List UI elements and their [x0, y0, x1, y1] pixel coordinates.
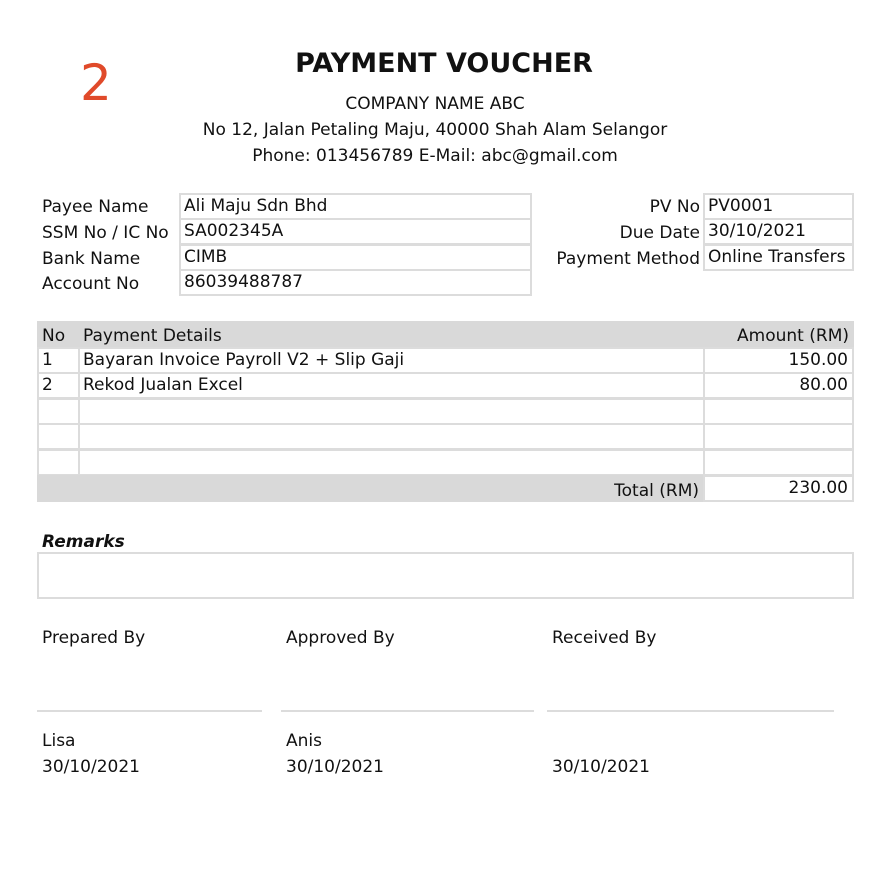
approved-by-signature-line[interactable] [281, 710, 534, 712]
table-row-details[interactable] [78, 449, 705, 476]
account-no-field[interactable]: 86039488787 [179, 269, 532, 296]
received-by-signature-line[interactable] [547, 710, 834, 712]
ssm-ic-field[interactable]: SA002345A [179, 218, 532, 245]
table-row-details[interactable] [78, 398, 705, 425]
pv-no-field[interactable]: PV0001 [703, 193, 854, 220]
bank-name-label: Bank Name [42, 249, 141, 269]
payment-method-label: Payment Method [556, 249, 700, 269]
approved-by-name: Anis [286, 731, 322, 751]
column-header-no: No [42, 326, 66, 346]
table-row-no: 1 [37, 347, 80, 374]
company-contact: Phone: 013456789 E-Mail: abc@gmail.com [252, 146, 618, 166]
payee-name-label: Payee Name [42, 197, 149, 217]
payee-name-field[interactable]: Ali Maju Sdn Bhd [179, 193, 532, 220]
table-row-amount[interactable] [703, 398, 854, 425]
table-row-no: 2 [37, 372, 80, 399]
document-title: PAYMENT VOUCHER [295, 48, 593, 79]
table-row-details[interactable]: Rekod Jualan Excel [78, 372, 705, 399]
remarks-field[interactable] [37, 552, 854, 599]
page-number: 2 [80, 54, 112, 112]
due-date-field[interactable]: 30/10/2021 [703, 218, 854, 245]
table-row-details[interactable] [78, 423, 705, 450]
table-row-amount[interactable]: 150.00 [703, 347, 854, 374]
received-by-date: 30/10/2021 [552, 757, 650, 777]
prepared-by-name: Lisa [42, 731, 76, 751]
table-row-details[interactable]: Bayaran Invoice Payroll V2 + Slip Gaji [78, 347, 705, 374]
total-label: Total (RM) [614, 481, 699, 501]
pv-no-label: PV No [649, 197, 700, 217]
payment-method-field[interactable]: Online Transfers [703, 244, 854, 271]
table-row-amount[interactable] [703, 449, 854, 476]
received-by-label: Received By [552, 628, 657, 648]
remarks-label: Remarks [42, 532, 125, 552]
bank-name-field[interactable]: CIMB [179, 244, 532, 271]
prepared-by-signature-line[interactable] [37, 710, 262, 712]
column-header-amount: Amount (RM) [737, 326, 849, 346]
prepared-by-date: 30/10/2021 [42, 757, 140, 777]
ssm-ic-label: SSM No / IC No [42, 223, 169, 243]
total-row [37, 475, 704, 502]
approved-by-label: Approved By [286, 628, 395, 648]
total-amount: 230.00 [703, 475, 854, 502]
table-row-amount[interactable]: 80.00 [703, 372, 854, 399]
company-name: COMPANY NAME ABC [345, 94, 525, 114]
prepared-by-label: Prepared By [42, 628, 146, 648]
table-row-no [37, 398, 80, 425]
company-address: No 12, Jalan Petaling Maju, 40000 Shah Alam Selangor [202, 120, 668, 140]
column-header-details: Payment Details [83, 326, 222, 346]
table-row-amount[interactable] [703, 423, 854, 450]
table-row-no [37, 449, 80, 476]
table-row-no [37, 423, 80, 450]
approved-by-date: 30/10/2021 [286, 757, 384, 777]
account-no-label: Account No [42, 274, 140, 294]
due-date-label: Due Date [619, 223, 700, 243]
